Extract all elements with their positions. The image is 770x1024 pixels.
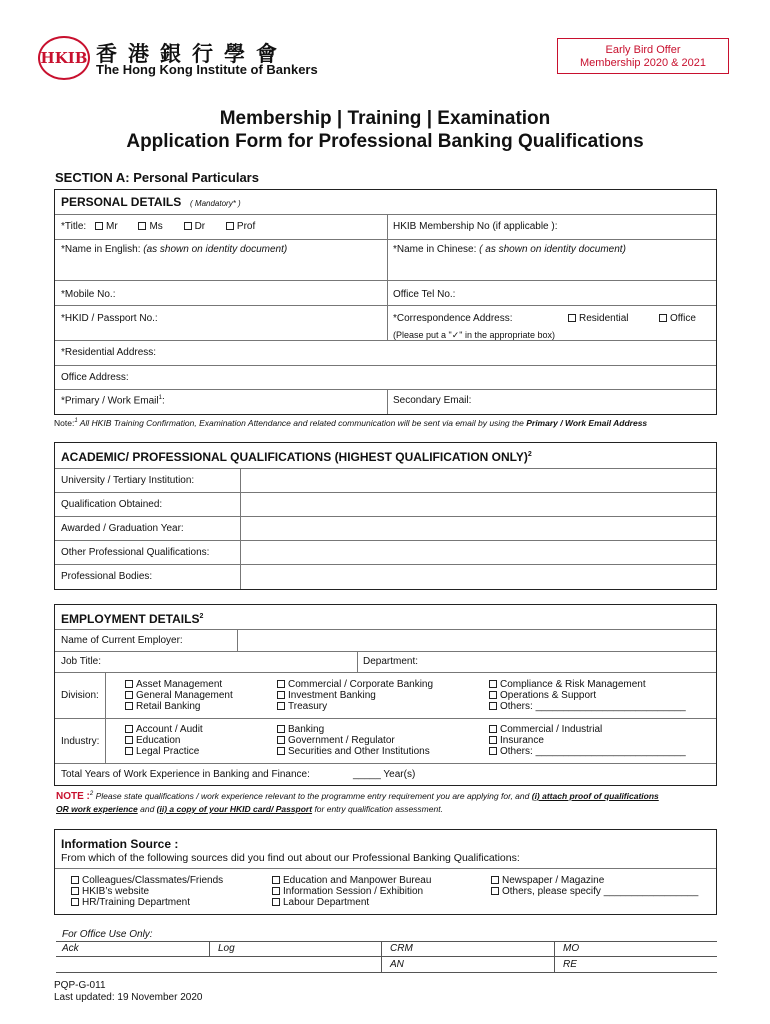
logo-mark-text: HKIB [40, 49, 88, 67]
option-label: Others: ___________________________ [500, 746, 686, 757]
checkbox-icon[interactable] [489, 680, 497, 688]
office-use-title: For Office Use Only: [62, 929, 153, 940]
source-option[interactable] [272, 897, 431, 908]
division-option[interactable] [489, 690, 686, 701]
checkbox-icon[interactable] [659, 314, 667, 322]
academic-heading [61, 450, 532, 464]
note-bold-1: (i) attach proof of qualifications [531, 790, 659, 801]
offer-line-1: Early Bird Offer [605, 44, 681, 56]
option-label: Commercial / Corporate Banking [288, 679, 434, 690]
note-bold: Primary / Work Email Address [526, 418, 648, 428]
checkbox-icon[interactable] [71, 876, 79, 884]
option-label: Education [136, 735, 181, 746]
mandatory-note: ( Mandatory* ) [190, 199, 241, 208]
info-source-title: Information Source : [61, 837, 179, 851]
note-label: NOTE : [56, 790, 90, 802]
checkbox-icon[interactable] [125, 702, 133, 710]
personal-details-table [54, 189, 717, 415]
option-label: Insurance [500, 735, 544, 746]
industry-option[interactable] [489, 735, 686, 746]
industry-option[interactable] [489, 746, 686, 757]
division-column-3 [489, 679, 686, 712]
checkbox-icon[interactable] [489, 691, 497, 699]
office-cell-an: AN [390, 959, 404, 970]
division-option[interactable] [489, 701, 686, 712]
option-label: HKIB’s website [82, 886, 150, 897]
division-option[interactable] [125, 679, 233, 690]
academic-row-bodies[interactable]: Professional Bodies: [61, 571, 153, 582]
title-option-label: Ms [149, 221, 163, 232]
employment-heading [61, 612, 203, 626]
checkbox-icon[interactable] [184, 222, 192, 230]
title-option-label: Prof [236, 221, 256, 232]
division-option[interactable] [277, 679, 433, 690]
checkbox-icon[interactable] [71, 898, 79, 906]
form-title-line-1: Membership | Training | Examination [219, 108, 551, 129]
residential-address-field[interactable]: *Residential Address: [61, 347, 157, 358]
checkbox-icon[interactable] [491, 887, 499, 895]
division-option[interactable] [277, 701, 433, 712]
name-english-field[interactable] [61, 244, 287, 255]
secondary-email-field[interactable]: Secondary Email: [393, 395, 472, 406]
checkbox-icon[interactable] [71, 887, 79, 895]
option-label: Banking [288, 724, 325, 735]
checkbox-icon[interactable] [125, 747, 133, 755]
checkbox-icon[interactable] [568, 314, 576, 322]
title-option-mr[interactable] [95, 221, 118, 232]
name-chinese-hint: ( as shown on identity document) [479, 244, 626, 255]
mobile-field[interactable]: *Mobile No.: [61, 289, 116, 300]
correspondence-option-office[interactable] [659, 313, 696, 324]
primary-email-sup: 1 [158, 395, 162, 401]
note-text-2: for entry qualification assessment. [314, 803, 443, 814]
option-label: Commercial / Industrial [500, 724, 603, 735]
industry-option[interactable] [277, 746, 430, 757]
correspondence-label: *Correspondence Address: [393, 313, 513, 324]
primary-email-label: *Primary / Work Email [61, 395, 159, 407]
office-cell-mo: MO [563, 943, 580, 954]
industry-column-3 [489, 724, 686, 757]
source-option[interactable] [71, 897, 223, 908]
residential-option-label: Residential [579, 313, 629, 324]
note-text-1: Please state qualifications / work experience relevant to the programme entry requirement you are applying for, and [95, 790, 530, 801]
industry-option[interactable] [277, 724, 430, 735]
checkbox-icon[interactable] [125, 691, 133, 699]
option-label: General Management [136, 690, 233, 701]
option-label: Retail Banking [136, 701, 201, 712]
division-option[interactable] [277, 690, 433, 701]
office-option-label: Office [670, 313, 696, 324]
department-field[interactable]: Department: [363, 656, 419, 667]
section-a-heading: SECTION A: Personal Particulars [55, 170, 259, 185]
office-tel-field[interactable]: Office Tel No.: [393, 289, 456, 300]
name-english-label: *Name in English: [61, 244, 141, 255]
checkbox-icon[interactable] [125, 725, 133, 733]
academic-row-institution[interactable]: University / Tertiary Institution: [61, 475, 195, 486]
hkid-field[interactable]: *HKID / Passport No.: [61, 313, 158, 324]
option-label: Investment Banking [288, 690, 376, 701]
checkbox-icon[interactable] [277, 725, 285, 733]
employment-details-table [54, 604, 717, 786]
industry-option[interactable] [277, 735, 430, 746]
industry-column-2 [277, 724, 430, 757]
note-text: All HKIB Training Confirmation, Examination Attendance and related communication will be sent via email by using the [79, 418, 524, 428]
note-sup: 2 [89, 791, 94, 797]
source-option[interactable] [272, 886, 431, 897]
checkbox-icon[interactable] [95, 222, 103, 230]
checkbox-icon[interactable] [277, 680, 285, 688]
membership-no-field[interactable]: HKIB Membership No (if applicable ): [393, 221, 558, 232]
correspondence-option-residential[interactable] [568, 313, 628, 324]
note-bold-2: OR work experience [56, 803, 138, 814]
academic-row-year[interactable]: Awarded / Graduation Year: [61, 523, 184, 534]
info-source-column-2 [272, 875, 431, 908]
name-chinese-field[interactable] [393, 244, 626, 255]
source-option[interactable] [71, 886, 223, 897]
email-note [54, 418, 647, 428]
checkbox-icon[interactable] [125, 680, 133, 688]
source-option[interactable] [272, 875, 431, 886]
name-english-hint: (as shown on identity document) [143, 244, 288, 255]
employment-title: EMPLOYMENT DETAILS [61, 612, 200, 626]
current-employer-field[interactable]: Name of Current Employer: [61, 635, 183, 646]
checkbox-icon[interactable] [489, 702, 497, 710]
info-source-question: From which of the following sources did you find out about our Professional Banking Qualifications: [61, 852, 520, 864]
division-column-2 [277, 679, 433, 712]
info-source-column-1 [71, 875, 223, 908]
academic-title: ACADEMIC/ PROFESSIONAL QUALIFICATIONS (HIGHEST QUALIFICATION ONLY) [61, 450, 528, 464]
title-option-prof[interactable] [226, 221, 255, 232]
division-column-1 [125, 679, 233, 712]
option-label: Colleagues/Classmates/Friends [82, 875, 224, 886]
employment-sup: 2 [199, 613, 204, 620]
information-source-table [54, 829, 717, 915]
industry-option[interactable] [125, 724, 203, 735]
years-experience-field[interactable]: _____ Year(s) [353, 769, 416, 780]
option-label: HR/Training Department [82, 897, 191, 908]
industry-label: Industry: [61, 736, 100, 747]
personal-details-title: PERSONAL DETAILS [61, 195, 182, 209]
personal-details-heading [61, 195, 241, 209]
checkbox-icon[interactable] [277, 691, 285, 699]
form-title-line-2: Application Form for Professional Banking Qualifications [126, 131, 644, 152]
job-title-field[interactable]: Job Title: [61, 656, 102, 667]
option-label: Operations & Support [500, 690, 597, 701]
industry-option[interactable] [125, 735, 203, 746]
checkbox-icon[interactable] [272, 887, 280, 895]
tick-hint: (Please put a "✓" in the appropriate box) [393, 330, 556, 340]
option-label: Labour Department [283, 897, 370, 908]
early-bird-offer-badge [557, 38, 729, 74]
checkbox-icon[interactable] [272, 898, 280, 906]
division-option[interactable] [125, 701, 233, 712]
office-cell-crm: CRM [390, 943, 413, 954]
checkbox-icon[interactable] [277, 736, 285, 744]
title-label: *Title: [61, 221, 87, 232]
division-option[interactable] [125, 690, 233, 701]
logo-english: The Hong Kong Institute of Bankers [96, 62, 318, 77]
info-source-column-3 [491, 875, 698, 897]
office-cell-ack: Ack [62, 943, 79, 954]
option-label: Others: ___________________________ [500, 701, 686, 712]
checkbox-icon[interactable] [226, 222, 234, 230]
source-option[interactable] [491, 875, 698, 886]
note-bold-3: (ii) a copy of your HKID card/ Passport [156, 803, 313, 814]
source-option[interactable] [491, 886, 698, 897]
logo-chinese: 香港銀行學會 [96, 41, 288, 66]
academic-row-qualification[interactable]: Qualification Obtained: [61, 499, 163, 510]
primary-email-field[interactable] [61, 395, 165, 406]
academic-qualifications-table [54, 442, 717, 590]
option-label: Asset Management [136, 679, 223, 690]
office-use-table [56, 941, 717, 973]
option-label: Information Session / Exhibition [283, 886, 424, 897]
title-option-ms[interactable] [138, 221, 162, 232]
title-option-dr[interactable] [184, 221, 206, 232]
checkbox-icon[interactable] [277, 702, 285, 710]
title-option-label: Dr [194, 221, 206, 232]
checkbox-icon[interactable] [272, 876, 280, 884]
primary-email-colon: : [161, 395, 165, 407]
option-label: Account / Audit [136, 724, 203, 735]
checkbox-icon[interactable] [489, 747, 497, 755]
offer-line-2: Membership 2020 & 2021 [580, 57, 706, 69]
office-address-field[interactable]: Office Address: [61, 372, 129, 383]
industry-column-1 [125, 724, 203, 757]
checkbox-icon[interactable] [489, 736, 497, 744]
last-updated: Last updated: 19 November 2020 [54, 992, 203, 1003]
checkbox-icon[interactable] [277, 747, 285, 755]
form-code: PQP-G-011 [54, 980, 106, 991]
checkbox-icon[interactable] [138, 222, 146, 230]
option-label: Newspaper / Magazine [502, 875, 605, 886]
note-prefix: Note: [54, 418, 75, 428]
years-experience-label: Total Years of Work Experience in Banking and Finance: [61, 769, 310, 780]
division-label: Division: [61, 690, 99, 701]
note-and: and [140, 803, 155, 814]
logo-mark [38, 36, 90, 80]
option-label: Legal Practice [136, 746, 200, 757]
name-chinese-label: *Name in Chinese: [393, 244, 477, 255]
source-option[interactable] [71, 875, 223, 886]
academic-row-other[interactable]: Other Professional Qualifications: [61, 547, 210, 558]
employment-note [56, 788, 659, 815]
option-label: Compliance & Risk Management [500, 679, 646, 690]
industry-option[interactable] [489, 724, 686, 735]
note-sup: 1 [74, 418, 78, 425]
industry-option[interactable] [125, 746, 203, 757]
option-label: Securities and Other Institutions [288, 746, 430, 757]
option-label: Education and Manpower Bureau [283, 875, 432, 886]
checkbox-icon[interactable] [489, 725, 497, 733]
division-option[interactable] [489, 679, 686, 690]
option-label: Treasury [288, 701, 328, 712]
academic-sup: 2 [527, 451, 532, 458]
option-label: Government / Regulator [288, 735, 395, 746]
checkbox-icon[interactable] [491, 876, 499, 884]
office-cell-re: RE [563, 959, 577, 970]
checkbox-icon[interactable] [125, 736, 133, 744]
option-label: Others, please specify _________________ [502, 886, 699, 897]
title-field [61, 221, 255, 232]
title-option-label: Mr [105, 221, 118, 232]
office-cell-log: Log [218, 943, 235, 954]
